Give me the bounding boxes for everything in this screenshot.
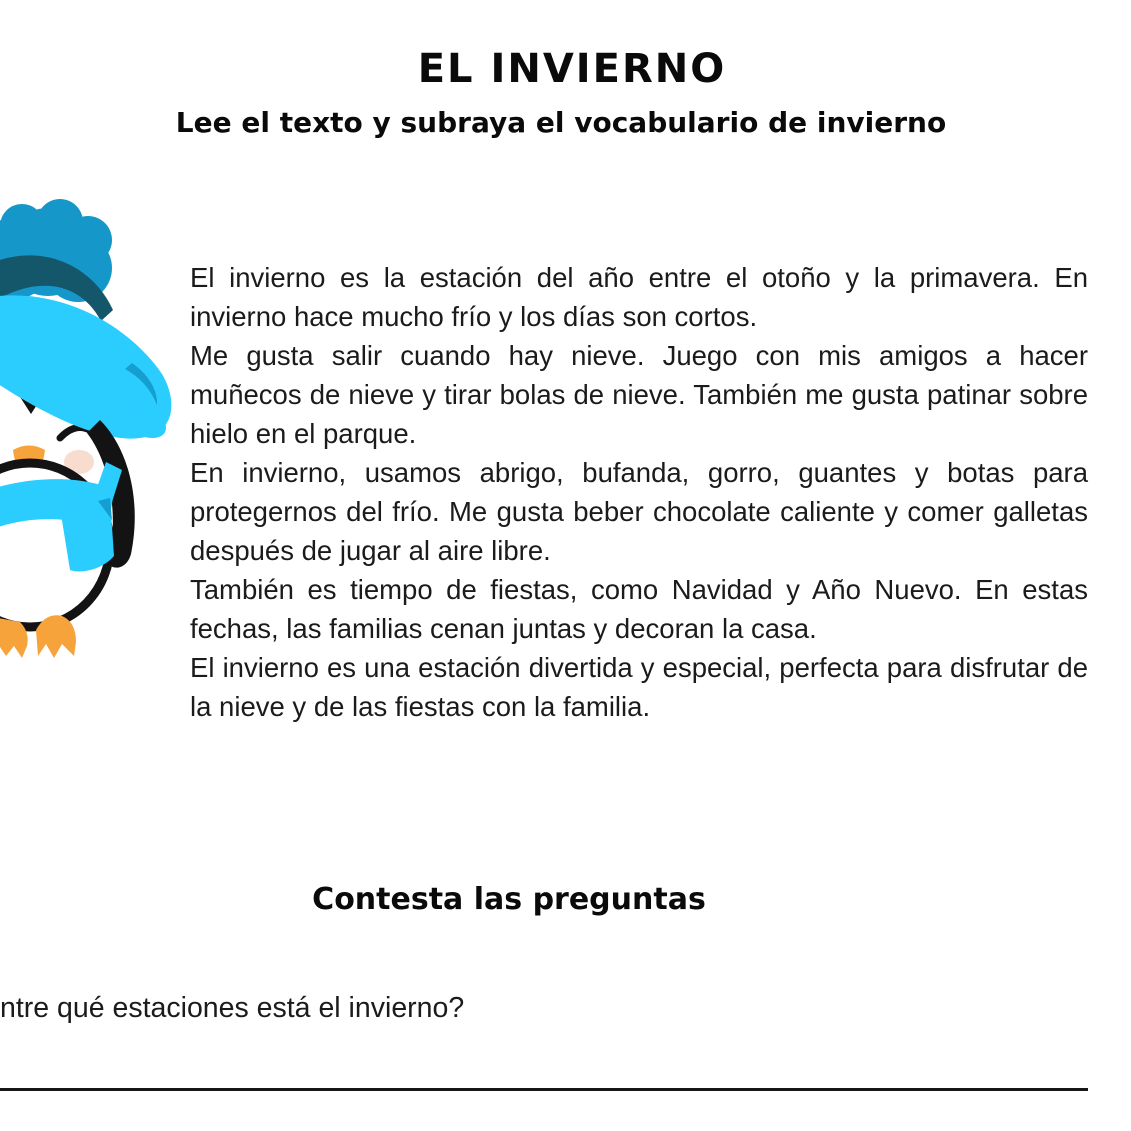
worksheet-title: EL INVIERNO — [417, 46, 727, 92]
reading-paragraph: El invierno es la estación del año entre el otoño y la primavera. En invierno hace mucho frío y los días son cortos. — [190, 262, 1088, 332]
questions-heading: Contesta las preguntas — [312, 882, 706, 917]
reading-passage — [190, 258, 1088, 726]
reading-paragraph: El invierno es una estación divertida y especial, perfecta para disfrutar de la nieve y de las fiestas con la familia. — [190, 652, 1088, 722]
answer-line — [0, 1088, 1088, 1091]
penguin-illustration — [0, 198, 190, 663]
reading-paragraph: Me gusta salir cuando hay nieve. Juego con mis amigos a hacer muñecos de nieve y tirar bolas de nieve. También me gusta patinar sobre hielo en el parque. — [190, 340, 1088, 449]
reading-paragraph: También es tiempo de fiestas, como Navidad y Año Nuevo. En estas fechas, las familias cenan juntas y decoran la casa. — [190, 574, 1088, 644]
reading-paragraph: En invierno, usamos abrigo, bufanda, gorro, guantes y botas para protegernos del frío. Me gusta beber chocolate caliente y comer galletas después de jugar al aire libre. — [190, 457, 1088, 566]
worksheet-subtitle: Lee el texto y subraya el vocabulario de invierno — [175, 106, 947, 139]
question-text: ntre qué estaciones está el invierno? — [0, 992, 465, 1024]
